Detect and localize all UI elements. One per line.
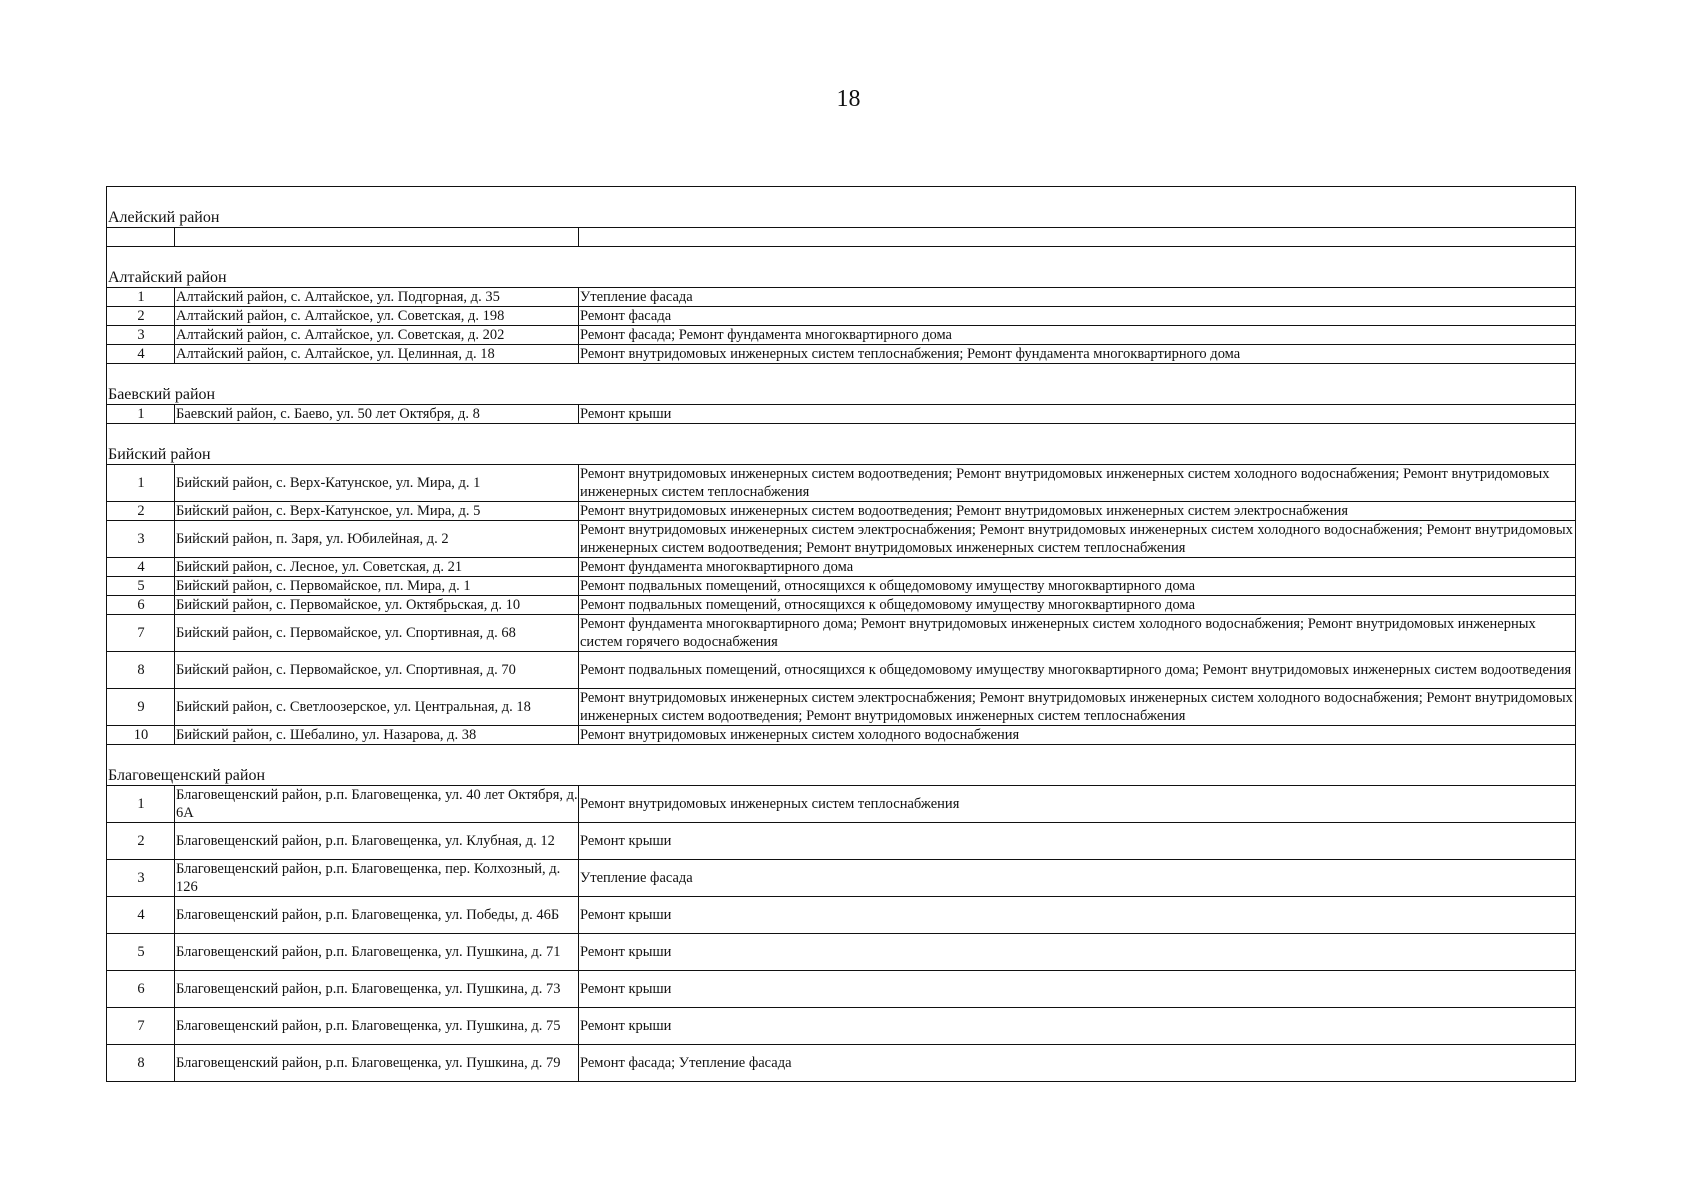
row-address: Бийский район, п. Заря, ул. Юбилейная, д. 2 (175, 521, 579, 558)
row-works: Ремонт фасада; Ремонт фундамента многоквартирного дома (579, 326, 1576, 345)
table-row (107, 558, 1576, 577)
table-row (107, 971, 1576, 1008)
row-number: 3 (107, 521, 175, 558)
table-row (107, 405, 1576, 424)
row-address: Алтайский район, с. Алтайское, ул. Подгорная, д. 35 (175, 288, 579, 307)
table-cell-empty (579, 228, 1576, 247)
row-works: Ремонт крыши (579, 823, 1576, 860)
table-row (107, 823, 1576, 860)
row-address: Благовещенский район, р.п. Благовещенка, ул. Пушкина, д. 71 (175, 934, 579, 971)
row-works: Ремонт подвальных помещений, относящихся к общедомовому имуществу многоквартирного дома; Ремонт внутридомовых инженерных систем водоотведения (579, 652, 1576, 689)
row-number: 3 (107, 860, 175, 897)
row-address: Благовещенский район, р.п. Благовещенка, ул. 40 лет Октября, д. 6А (176, 787, 578, 821)
row-number: 5 (107, 577, 175, 596)
district-header (107, 247, 1576, 288)
row-number: 4 (107, 558, 175, 577)
district-header (107, 364, 1576, 405)
row-works: Ремонт крыши (579, 934, 1576, 971)
district-title: Бийский район (107, 424, 1576, 465)
row-works: Ремонт подвальных помещений, относящихся к общедомовому имуществу многоквартирного дома (579, 596, 1576, 615)
row-number: 9 (107, 689, 175, 726)
table-row (107, 326, 1576, 345)
row-address: Бийский район, с. Светлоозерское, ул. Центральная, д. 18 (175, 689, 579, 726)
row-number: 1 (107, 465, 175, 502)
row-works: Ремонт внутридомовых инженерных систем электроснабжения; Ремонт внутридомовых инженерных систем холодного водоснабжения; Ремонт внутридомовых инженерных систем водоотведения; Ремонт внутридомовых инженерных систем теплоснабжения (579, 689, 1576, 726)
row-number: 6 (107, 596, 175, 615)
row-works: Ремонт крыши (579, 405, 1576, 424)
district-header (107, 745, 1576, 786)
row-works: Ремонт внутридомовых инженерных систем водоотведения; Ремонт внутридомовых инженерных систем холодного водоснабжения; Ремонт внутридомовых инженерных систем теплоснабжения (579, 465, 1576, 502)
row-number: 10 (107, 726, 175, 745)
row-number: 4 (107, 345, 175, 364)
row-works: Ремонт внутридомовых инженерных систем теплоснабжения; Ремонт фундамента многоквартирного дома (579, 345, 1576, 364)
row-address: Благовещенский район, р.п. Благовещенка, ул. Клубная, д. 12 (175, 823, 579, 860)
row-address: Благовещенский район, р.п. Благовещенка, ул. Пушкина, д. 79 (175, 1045, 579, 1082)
row-number: 2 (107, 502, 175, 521)
table-row (107, 288, 1576, 307)
row-works: Ремонт фасада (579, 307, 1576, 326)
row-works: Ремонт внутридомовых инженерных систем холодного водоснабжения (579, 726, 1576, 745)
row-works: Ремонт фундамента многоквартирного дома; Ремонт внутридомовых инженерных систем холодного водоснабжения; Ремонт внутридомовых инженерных систем горячего водоснабжения (579, 615, 1576, 652)
row-works: Ремонт крыши (579, 971, 1576, 1008)
row-number: 6 (107, 971, 175, 1008)
page-number: 18 (836, 86, 861, 112)
row-number: 1 (107, 786, 175, 823)
row-address: Алтайский район, с. Алтайское, ул. Советская, д. 202 (175, 326, 579, 345)
row-address: Бийский район, с. Первомайское, ул. Спортивная, д. 70 (175, 652, 579, 689)
table-row (107, 652, 1576, 689)
row-address: Бийский район, с. Лесное, ул. Советская, д. 21 (175, 558, 579, 577)
district-title: Алтайский район (107, 247, 1576, 288)
table-cell-empty (175, 228, 579, 247)
table-row (107, 345, 1576, 364)
table-row (107, 1045, 1576, 1082)
table-row (107, 615, 1576, 652)
row-number: 5 (107, 934, 175, 971)
table-row (107, 465, 1576, 502)
row-address: Алтайский район, с. Алтайское, ул. Советская, д. 198 (175, 307, 579, 326)
table-row (107, 897, 1576, 934)
row-number: 4 (107, 897, 175, 934)
row-address: Баевский район, с. Баево, ул. 50 лет Октября, д. 8 (175, 405, 579, 424)
table-row (107, 934, 1576, 971)
district-header (107, 424, 1576, 465)
row-number: 7 (107, 615, 175, 652)
table-row (107, 1008, 1576, 1045)
row-works: Ремонт фасада; Утепление фасада (579, 1045, 1576, 1082)
row-number: 8 (107, 652, 175, 689)
table-row (107, 502, 1576, 521)
table-row (107, 577, 1576, 596)
row-works: Ремонт крыши (579, 897, 1576, 934)
row-address: Бийский район, с. Верх-Катунское, ул. Мира, д. 1 (175, 465, 579, 502)
table-row (107, 596, 1576, 615)
row-number: 3 (107, 326, 175, 345)
row-address: Благовещенский район, р.п. Благовещенка, ул. Победы, д. 46Б (175, 897, 579, 934)
row-works: Утепление фасада (579, 860, 1576, 897)
table-row (107, 689, 1576, 726)
row-works: Ремонт внутридомовых инженерных систем водоотведения; Ремонт внутридомовых инженерных систем электроснабжения (579, 502, 1576, 521)
row-number: 1 (107, 288, 175, 307)
row-address: Благовещенский район, р.п. Благовещенка, ул. Пушкина, д. 75 (175, 1008, 579, 1045)
row-address: Бийский район, с. Первомайское, ул. Октябрьская, д. 10 (175, 596, 579, 615)
table-row (107, 726, 1576, 745)
row-works: Утепление фасада (579, 288, 1576, 307)
district-title: Баевский район (107, 364, 1576, 405)
row-number: 7 (107, 1008, 175, 1045)
row-works: Ремонт крыши (579, 1008, 1576, 1045)
row-works: Ремонт фундамента многоквартирного дома (579, 558, 1576, 577)
row-works: Ремонт подвальных помещений, относящихся к общедомовому имуществу многоквартирного дома (579, 577, 1576, 596)
table-row (107, 786, 1576, 823)
table-cell-empty (107, 228, 175, 247)
district-header (107, 187, 1576, 228)
row-number: 2 (107, 307, 175, 326)
row-address: Бийский район, с. Шебалино, ул. Назарова, д. 38 (175, 726, 579, 745)
row-works: Ремонт внутридомовых инженерных систем теплоснабжения (579, 786, 1576, 823)
row-number: 2 (107, 823, 175, 860)
repair-program-table (106, 186, 1576, 1082)
row-number: 1 (107, 405, 175, 424)
row-address: Алтайский район, с. Алтайское, ул. Целинная, д. 18 (175, 345, 579, 364)
row-number: 8 (107, 1045, 175, 1082)
row-address: Благовещенский район, р.п. Благовещенка, ул. Пушкина, д. 73 (175, 971, 579, 1008)
row-address: Бийский район, с. Первомайское, ул. Спортивная, д. 68 (175, 615, 579, 652)
table-row-empty (107, 228, 1576, 247)
table-row (107, 521, 1576, 558)
district-title: Благовещенский район (107, 745, 1576, 786)
table-row (107, 307, 1576, 326)
district-title: Алейский район (107, 187, 1576, 228)
row-works: Ремонт внутридомовых инженерных систем электроснабжения; Ремонт внутридомовых инженерных систем холодного водоснабжения; Ремонт внутридомовых инженерных систем водоотведения; Ремонт внутридомовых инженерных систем теплоснабжения (579, 521, 1576, 558)
table-row (107, 860, 1576, 897)
row-address: Бийский район, с. Верх-Катунское, ул. Мира, д. 5 (175, 502, 579, 521)
row-address: Бийский район, с. Первомайское, пл. Мира, д. 1 (175, 577, 579, 596)
row-address: Благовещенский район, р.п. Благовещенка, пер. Колхозный, д. 126 (175, 860, 579, 897)
